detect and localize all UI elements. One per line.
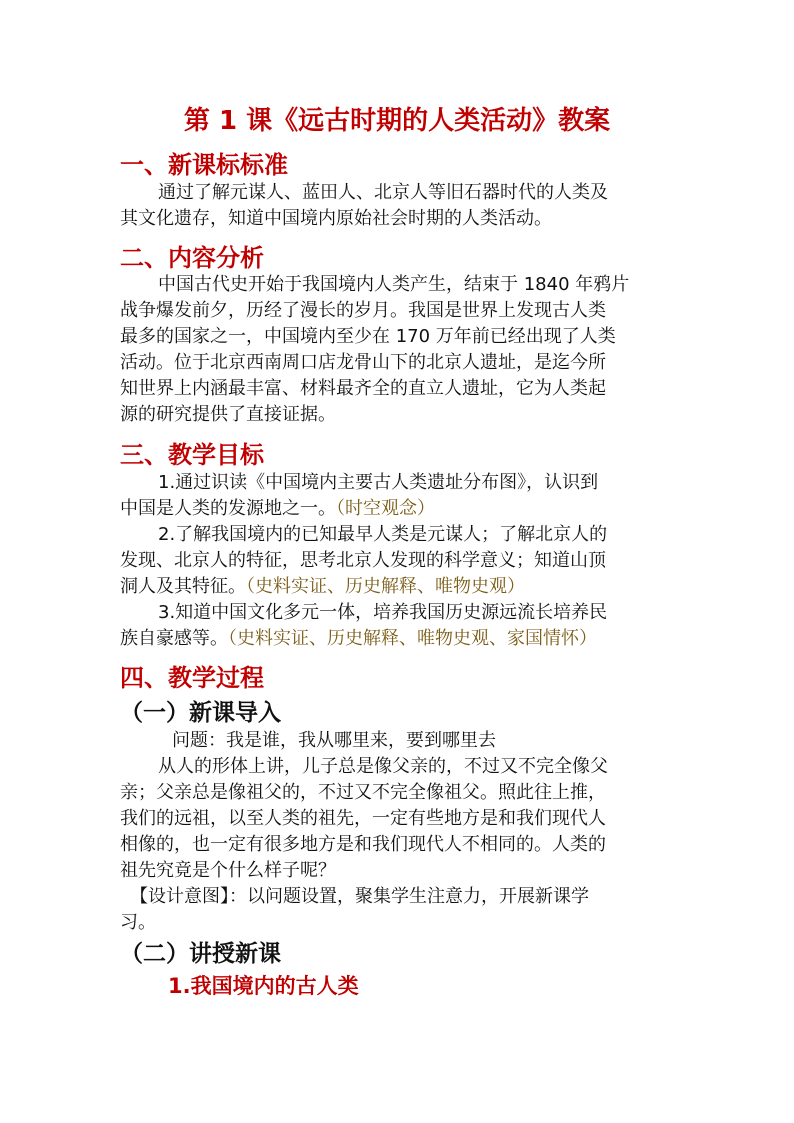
paragraph-line: 亲；父亲总是像祖父的，不过又不完全像祖父。照此往上推，	[120, 782, 606, 803]
paragraph-line: 中国古代史开始于我国境内人类产生，结束于 1840 年鸦片	[158, 274, 630, 295]
section-heading-teaching-goals: 三、教学目标	[120, 441, 264, 469]
paragraph-line: 我们的远祖，以至人类的祖先，一定有些地方是和我们现代人	[120, 808, 606, 829]
paragraph-line: 从人的形体上讲，儿子总是像父亲的，不过又不完全像父	[158, 756, 608, 777]
subsection-heading-introduction: （一）新课导入	[120, 700, 281, 726]
goal-line	[120, 496, 435, 522]
paragraph-line: 最多的国家之一，中国境内至少在 170 万年前已经出现了人类	[120, 326, 616, 347]
design-intent-line: 【设计意图】：以问题设置，聚集学生注意力，开展新课学	[130, 886, 589, 907]
core-competency-tag: （史料实证、历史解释、唯物史观）	[246, 576, 525, 597]
lesson-point-heading: 1.我国境内的古人类	[168, 974, 359, 998]
paragraph-line: 活动。位于北京西南周口店龙骨山下的北京人遗址，是迄今所	[120, 352, 606, 373]
goal-text: 族自豪感等。	[120, 628, 228, 649]
goal-line	[120, 574, 525, 600]
paragraph-line: 战争爆发前夕，历经了漫长的岁月。我国是世界上发现古人类	[120, 300, 606, 321]
goal-text: 洞人及其特征。	[120, 576, 246, 597]
paragraph-line: 知世界上内涵最丰富、材料最齐全的直立人遗址，它为人类起	[120, 378, 606, 399]
section-heading-teaching-process: 四、教学过程	[120, 664, 264, 692]
goal-line	[120, 626, 597, 652]
section-heading-standards: 一、新课标标准	[120, 151, 288, 179]
paragraph-line: 通过了解元谋人、蓝田人、北京人等旧石器时代的人类及	[158, 182, 608, 203]
paragraph-line: 祖先究竟是个什么样子呢？	[120, 860, 336, 881]
goal-line: 发现、北京人的特征，思考北京人发现的科学意义；知道山顶	[120, 550, 606, 571]
goal-line: 2.了解我国境内的已知最早人类是元谋人；了解北京人的	[158, 524, 608, 545]
document-title: 第 1 课《远古时期的人类活动》教案	[183, 106, 611, 136]
design-intent-line: 习。	[120, 912, 156, 933]
question-line: 问题：我是谁，我从哪里来，要到哪里去	[172, 730, 496, 751]
subsection-heading-new-lesson: （二）讲授新课	[120, 941, 281, 967]
goal-text: 中国是人类的发源地之一。	[120, 498, 336, 519]
goal-line: 3.知道中国文化多元一体，培养我国历史源远流长培养民	[158, 602, 608, 623]
paragraph-line: 相像的，也一定有很多地方是和我们现代人不相同的。人类的	[120, 834, 606, 855]
core-competency-tag: （史料实证、历史解释、唯物史观、家国情怀）	[228, 628, 597, 649]
section-heading-content-analysis: 二、内容分析	[120, 244, 264, 272]
core-competency-tag: （时空观念）	[336, 498, 435, 519]
goal-line: 1.通过识读《中国境内主要古人类遗址分布图》，认识到	[158, 472, 599, 493]
paragraph-line: 源的研究提供了直接证据。	[120, 404, 336, 425]
paragraph-line: 其文化遗存，知道中国境内原始社会时期的人类活动。	[120, 208, 552, 229]
